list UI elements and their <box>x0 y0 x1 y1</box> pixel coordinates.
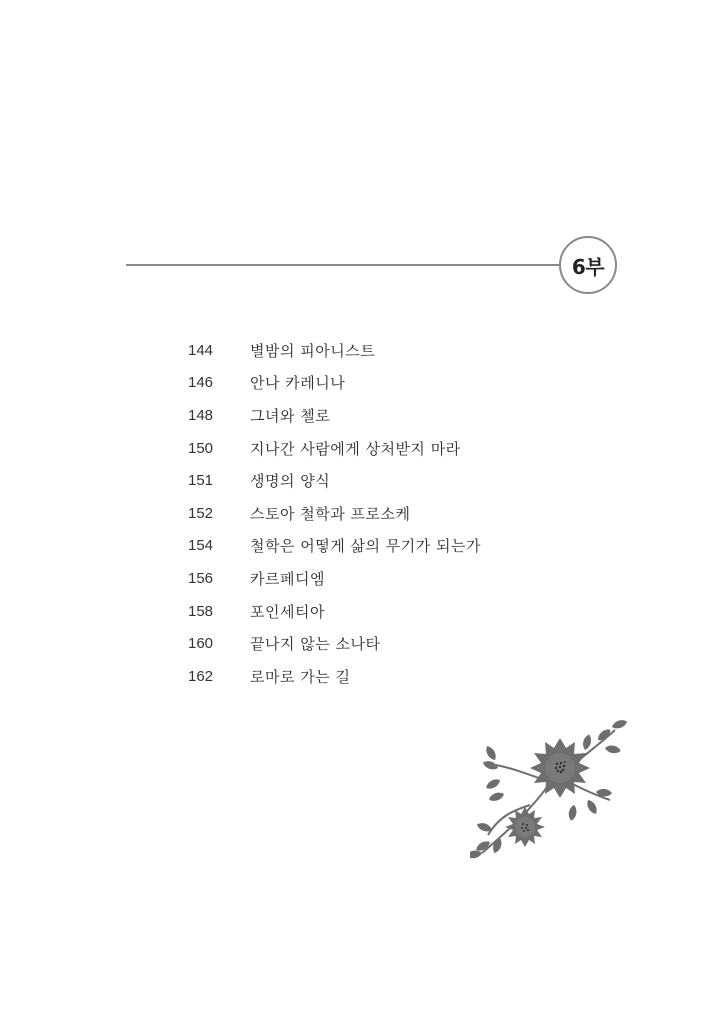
toc-page-number: 154 <box>188 537 214 555</box>
toc-page-number: 151 <box>188 472 214 490</box>
toc-title: 별밤의 피아니스트 <box>250 341 376 360</box>
toc-page-number: 150 <box>188 439 214 457</box>
part-label: 6부 <box>571 254 605 279</box>
toc-entry[interactable] <box>188 399 588 432</box>
toc-entry[interactable] <box>188 595 588 628</box>
toc-title: 철학은 어떻게 삶의 무기가 되는가 <box>250 537 481 556</box>
toc-entry[interactable] <box>188 334 588 367</box>
toc-page-number: 156 <box>188 569 214 587</box>
toc-entry[interactable] <box>188 530 588 563</box>
toc-title: 포인세티아 <box>250 602 325 621</box>
toc-title: 지나간 사람에게 상처받지 마라 <box>250 439 461 458</box>
table-of-contents <box>188 334 588 693</box>
toc-title: 스토아 철학과 프로소케 <box>250 504 411 523</box>
toc-title: 로마로 가는 길 <box>250 667 351 686</box>
toc-title: 그녀와 첼로 <box>250 406 331 425</box>
toc-page-number: 152 <box>188 504 214 522</box>
toc-entry[interactable] <box>188 367 588 400</box>
toc-entry[interactable] <box>188 627 588 660</box>
toc-page-number: 158 <box>188 602 214 620</box>
toc-entry[interactable] <box>188 432 588 465</box>
toc-title: 안나 카레니나 <box>250 374 346 393</box>
toc-page-number: 144 <box>188 341 214 359</box>
flower-illustration-icon <box>470 720 630 865</box>
toc-title: 카르페디엠 <box>250 569 325 588</box>
toc-entry[interactable] <box>188 562 588 595</box>
toc-title: 생명의 양식 <box>250 472 331 491</box>
toc-page-number: 160 <box>188 635 214 653</box>
toc-entry[interactable] <box>188 497 588 530</box>
toc-page-number: 162 <box>188 667 214 685</box>
part-badge <box>559 236 617 294</box>
toc-entry[interactable] <box>188 660 588 693</box>
toc-entry[interactable] <box>188 464 588 497</box>
toc-page-number: 148 <box>188 406 214 424</box>
toc-page-number: 146 <box>188 374 214 392</box>
toc-title: 끝나지 않는 소나타 <box>250 635 381 654</box>
part-divider-line <box>126 264 560 266</box>
